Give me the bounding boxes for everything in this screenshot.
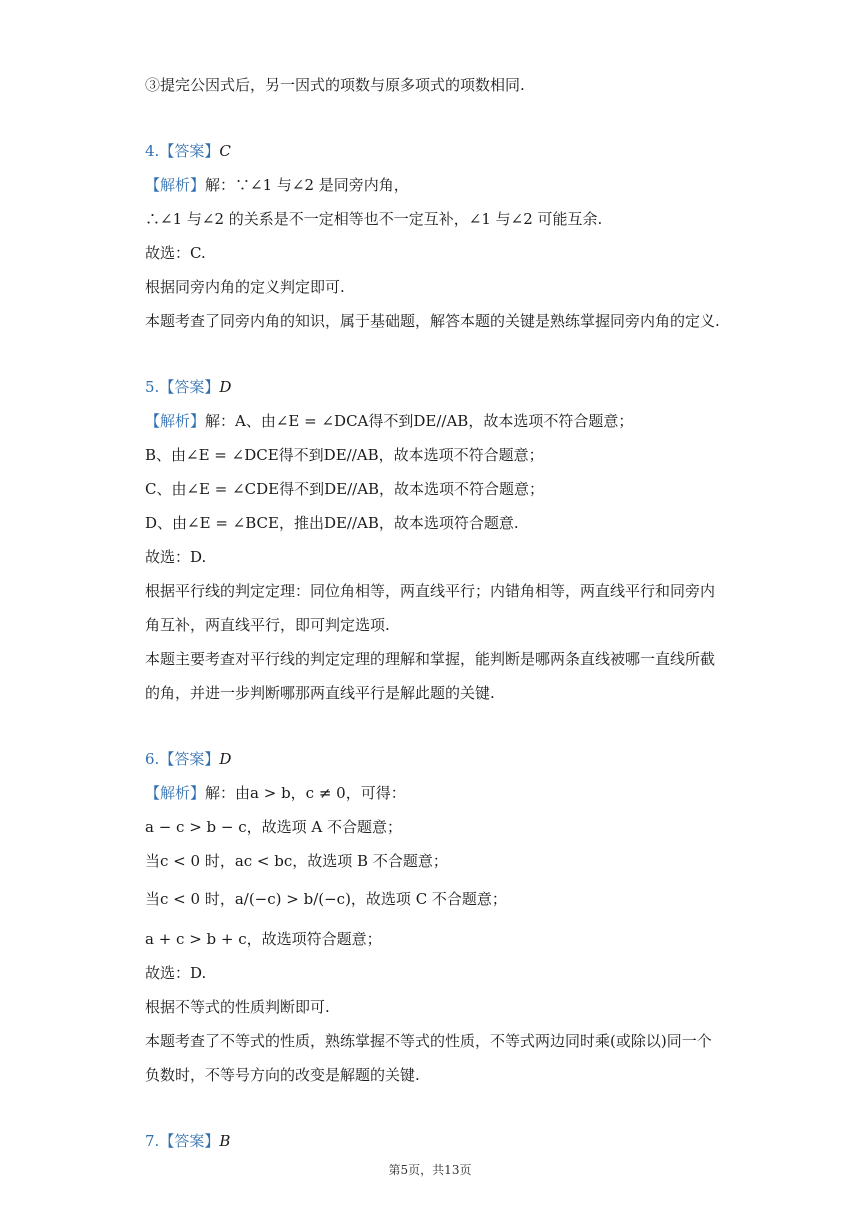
q6-answer-line — [145, 749, 231, 769]
analysis-tag: 【解析】 — [145, 784, 206, 802]
question-number: 7. — [145, 1132, 160, 1150]
q6-line: 故选：D. — [145, 964, 207, 982]
q4-line: 根据同旁内角的定义判定即可. — [145, 278, 345, 296]
q6-line: 当c < 0 时，a/(−c) > b/(−c)，故选项 C 不合题意； — [145, 890, 507, 908]
q4-answer-line — [145, 141, 231, 161]
q6-line: a − c > b − c，故选项 A 不合题意； — [145, 818, 403, 836]
q5-line: B、由∠E = ∠DCE得不到DE//AB，故本选项不符合题意； — [145, 446, 544, 464]
q7-answer-line — [145, 1131, 230, 1151]
q5-answer-line — [145, 377, 231, 397]
question-number: 6. — [145, 750, 160, 768]
q5-line: 故选：D. — [145, 548, 207, 566]
question-number: 5. — [145, 378, 160, 396]
answer-tag: 【答案】 — [159, 1132, 220, 1150]
answer-tag: 【答案】 — [159, 750, 220, 768]
q4-line: 故选：C. — [145, 244, 206, 262]
q5-line: C、由∠E = ∠CDE得不到DE//AB，故本选项不符合题意； — [145, 480, 545, 498]
q4-analysis-line — [145, 175, 409, 195]
analysis-text: 解：A、由∠E = ∠DCA得不到DE//AB，故本选项不符合题意； — [205, 412, 634, 430]
analysis-tag: 【解析】 — [145, 412, 206, 430]
answer-value: D — [219, 378, 232, 396]
answer-tag: 【答案】 — [159, 142, 220, 160]
answer-value: C — [219, 142, 231, 160]
q4-line: ∴∠1 与∠2 的关系是不一定相等也不一定互补，∠1 与∠2 可能互余. — [145, 210, 603, 228]
q6-line: a + c > b + c，故选项符合题意； — [145, 930, 382, 948]
q6-line: 当c < 0 时，ac < bc，故选项 B 不合题意； — [145, 852, 448, 870]
q4-line: 本题考查了同旁内角的知识，属于基础题，解答本题的关键是熟练掌握同旁内角的定义. — [145, 312, 720, 330]
answer-tag: 【答案】 — [159, 378, 220, 396]
intro-line: ③提完公因式后，另一因式的项数与原多项式的项数相同. — [145, 76, 525, 94]
q6-line: 本题考查了不等式的性质，熟练掌握不等式的性质，不等式两边同时乘(或除以)同一个 — [145, 1032, 712, 1050]
answer-value: B — [219, 1132, 231, 1150]
q6-analysis-line — [145, 783, 406, 803]
q5-line: 根据平行线的判定定理：同位角相等，两直线平行；内错角相等，两直线平行和同旁内 — [145, 582, 716, 600]
q5-line: 角互补，两直线平行，即可判定选项. — [145, 616, 390, 634]
q5-analysis-line — [145, 411, 633, 431]
q5-line: 的角，并进一步判断哪那两直线平行是解此题的关键. — [145, 684, 495, 702]
page-footer: 第5页，共13页 — [388, 1163, 472, 1177]
q5-line: D、由∠E = ∠BCE，推出DE//AB，故本选项符合题意. — [145, 514, 519, 532]
analysis-text: 解：∵∠1 与∠2 是同旁内角， — [205, 176, 409, 194]
q6-line: 负数时，不等号方向的改变是解题的关键. — [145, 1066, 420, 1084]
question-number: 4. — [145, 142, 160, 160]
answer-value: D — [219, 750, 232, 768]
q5-line: 本题主要考查对平行线的判定定理的理解和掌握，能判断是哪两条直线被哪一直线所截 — [145, 650, 716, 668]
q6-line: 根据不等式的性质判断即可. — [145, 998, 330, 1016]
analysis-text: 解：由a > b，c ≠ 0，可得： — [205, 784, 406, 802]
analysis-tag: 【解析】 — [145, 176, 206, 194]
